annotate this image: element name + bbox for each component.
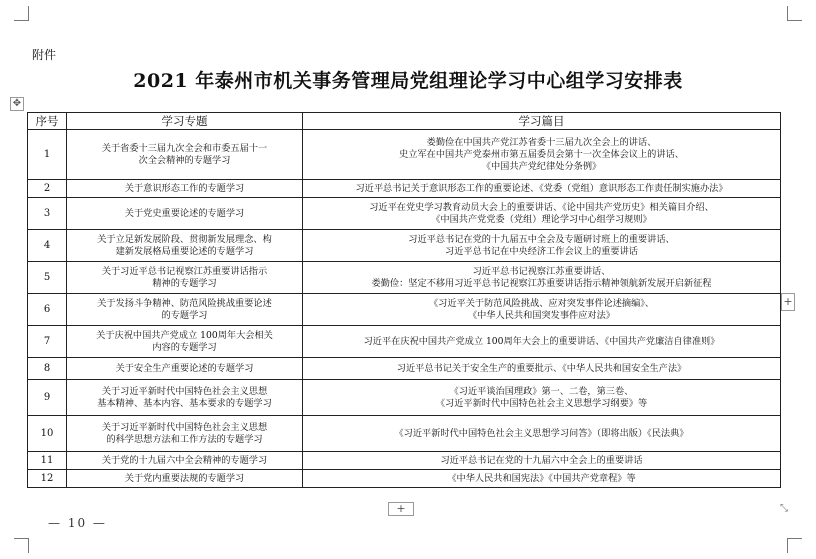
topic-cell (67, 230, 303, 262)
topic-line: 关于党史重要论述的专题学习 (124, 207, 245, 219)
add-column-button[interactable]: + (781, 293, 795, 311)
row-number: 4 (28, 230, 67, 262)
readings-cell (303, 130, 781, 180)
readings-cell (303, 198, 781, 230)
crop-mark-bottom-left (14, 538, 29, 553)
topic-line: 关于意识形态工作的专题学习 (124, 182, 245, 194)
table-row (28, 130, 781, 180)
readings-cell (303, 294, 781, 326)
readings-cell (303, 262, 781, 294)
topic-line: 基本精神、基本内容、基本要求的专题学习 (97, 397, 272, 409)
topic-cell (67, 380, 303, 416)
row-number: 11 (28, 452, 67, 470)
topic-line: 的专题学习 (161, 309, 208, 321)
reading-line: 习近平总书记关于安全生产的重要批示、《中华人民共和国安全生产法》 (396, 362, 687, 374)
reading-line: 《习近平关于防范风险挑战、应对突发事件论述摘编》、 (428, 297, 655, 309)
attachment-label: 附件 (32, 48, 57, 62)
table-row (28, 230, 781, 262)
reading-line: 史立军在中国共产党泰州市第五届委员会第十一次全体会议上的讲话、 (399, 148, 684, 160)
reading-line: 习近平总书记在党的十九届六中全会上的重要讲话 (440, 454, 643, 466)
topic-line: 建新发展格局重要论述的专题学习 (115, 245, 254, 257)
topic-line: 关于省委十三届九次全会和市委五届十一 (101, 142, 268, 154)
table-row (28, 358, 781, 380)
topic-cell (67, 198, 303, 230)
crop-mark-top-right (787, 6, 802, 21)
readings-cell (303, 380, 781, 416)
table-move-icon[interactable]: ✥ (10, 97, 24, 111)
topic-line: 关于立足新发展阶段、贯彻新发展理念、构 (97, 233, 272, 245)
reading-line: 习近平在党史学习教育动员大会上的重要讲话、《论中国共产党历史》相关篇目介绍、 (369, 201, 714, 213)
readings-cell (303, 470, 781, 488)
row-number: 7 (28, 326, 67, 358)
topic-line: 关于习近平新时代中国特色社会主义思想 (101, 385, 268, 397)
topic-line: 内容的专题学习 (152, 341, 217, 353)
header-readings: 学习篇目 (303, 113, 781, 130)
header-number: 序号 (28, 113, 67, 130)
row-number: 1 (28, 130, 67, 180)
readings-cell (303, 230, 781, 262)
reading-line: 习近平总书记在党的十九届五中全会及专题研讨班上的重要讲话、 (408, 233, 675, 245)
readings-cell (303, 416, 781, 452)
readings-cell (303, 326, 781, 358)
topic-cell (67, 358, 303, 380)
reading-line: 《习近平新时代中国特色社会主义思想学习纲要》等 (435, 397, 648, 409)
table-row (28, 416, 781, 452)
header-topic: 学习专题 (67, 113, 303, 130)
readings-cell (303, 358, 781, 380)
row-number: 2 (28, 180, 67, 198)
topic-cell (67, 262, 303, 294)
add-row-button[interactable]: + (388, 502, 414, 516)
topic-cell (67, 180, 303, 198)
reading-line: 娄勤俭在中国共产党江苏省委十三届九次全会上的讲话、 (426, 136, 657, 148)
reading-line: 《习近平新时代中国特色社会主义思想学习问答》（即将出版）《民法典》 (394, 427, 689, 439)
topic-cell (67, 416, 303, 452)
topic-line: 的科学思想方法和工作方法的专题学习 (106, 433, 263, 445)
reading-line: 娄勤俭：坚定不移用习近平总书记视察江苏重要讲话指示精神领航新发展开启新征程 (371, 277, 712, 289)
document-title: 2021 年泰州市机关事务管理局党组理论学习中心组学习安排表 (133, 70, 683, 92)
reading-line: 《中国共产党纪律处分条例》 (481, 160, 602, 172)
topic-line: 关于习近平新时代中国特色社会主义思想 (101, 421, 268, 433)
row-number: 3 (28, 198, 67, 230)
topic-line: 关于庆祝中国共产党成立 100周年大会相关 (96, 329, 273, 341)
table-row (28, 326, 781, 358)
row-number: 10 (28, 416, 67, 452)
row-number: 6 (28, 294, 67, 326)
reading-line: 习近平总书记在中央经济工作会议上的重要讲话 (445, 245, 638, 257)
reading-line: 《中华人民共和国突发事件应对法》 (468, 309, 615, 321)
topic-line: 关于发扬斗争精神、防范风险挑战重要论述 (97, 297, 272, 309)
row-number: 8 (28, 358, 67, 380)
topic-cell (67, 452, 303, 470)
page-number: — 10 — (48, 516, 107, 530)
topic-cell (67, 294, 303, 326)
crop-mark-bottom-right (787, 538, 802, 553)
topic-line: 关于安全生产重要论述的专题学习 (115, 362, 254, 374)
table-row (28, 380, 781, 416)
row-number: 12 (28, 470, 67, 488)
table-row (28, 262, 781, 294)
table-row (28, 452, 781, 470)
table-row (28, 180, 781, 198)
table-row (28, 470, 781, 488)
topic-line: 关于习近平总书记视察江苏重要讲话指示 (101, 265, 268, 277)
reading-line: 《习近平谈治国理政》第一、二卷，第三卷、 (449, 385, 634, 397)
readings-cell (303, 180, 781, 198)
table-header-row (28, 113, 781, 130)
readings-cell (303, 452, 781, 470)
topic-cell (67, 470, 303, 488)
topic-line: 关于党的十九届六中全会精神的专题学习 (101, 454, 268, 466)
topic-line: 次全会精神的专题学习 (138, 154, 231, 166)
row-number: 5 (28, 262, 67, 294)
crop-mark-top-left (14, 6, 29, 21)
reading-line: 习近平总书记关于意识形态工作的重要论述、《党委（党组）意识形态工作责任制实施办法》 (355, 182, 728, 194)
topic-cell (67, 130, 303, 180)
reading-line: 习近平在庆祝中国共产党成立 100周年大会上的重要讲话、《中国共产党廉洁自律准则》 (363, 335, 720, 347)
reading-line: 《中国共产党党委（党组）理论学习中心组学习规则》 (431, 213, 652, 225)
topic-cell (67, 326, 303, 358)
reading-line: 《中华人民共和国宪法》《中国共产党章程》等 (447, 472, 636, 484)
reading-line: 习近平总书记视察江苏重要讲话、 (472, 265, 611, 277)
table-row (28, 294, 781, 326)
schedule-table (27, 112, 781, 488)
topic-line: 精神的专题学习 (152, 277, 217, 289)
table-row (28, 198, 781, 230)
row-number: 9 (28, 380, 67, 416)
table-resize-handle-icon[interactable]: ⤡ (780, 503, 788, 514)
topic-line: 关于党内重要法规的专题学习 (124, 472, 245, 484)
